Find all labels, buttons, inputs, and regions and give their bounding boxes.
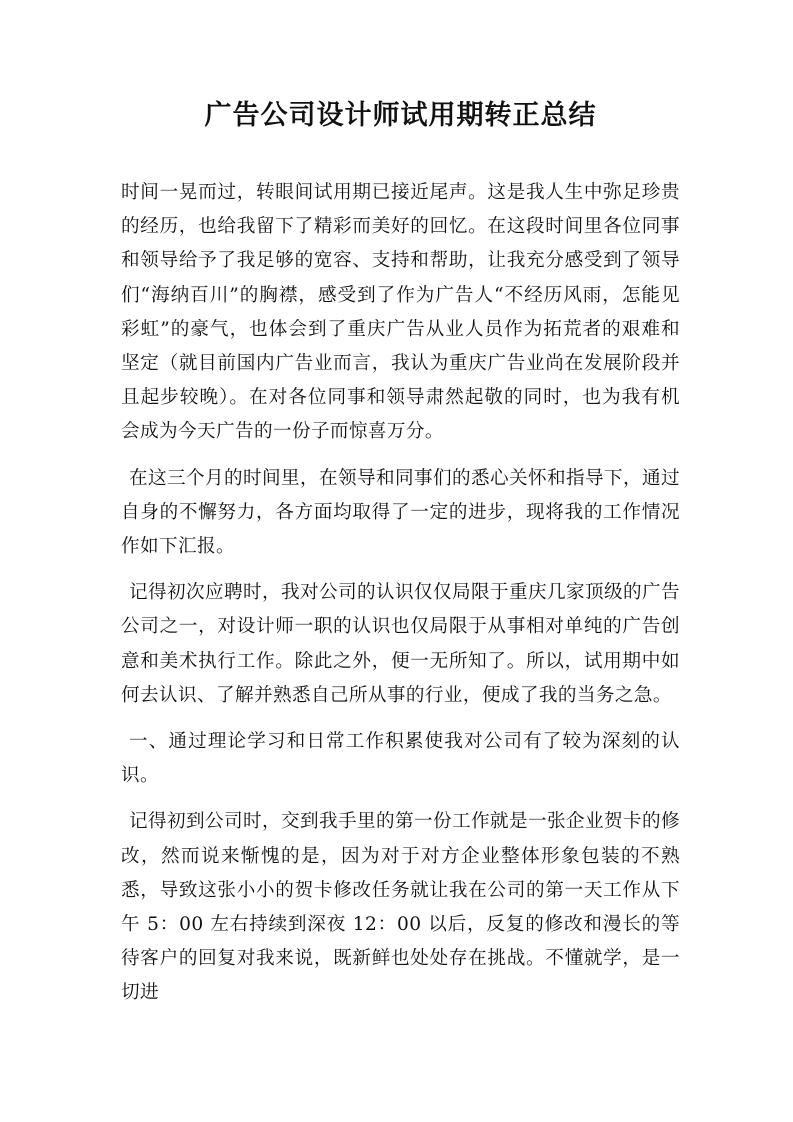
paragraph-first-task: 记得初到公司时，交到我手里的第一份工作就是一张企业贺卡的修改，然而说来惭愧的是，因为对于对方企业整体形象包装的不熟悉，导致这张小小的贺卡修改任务就让我在公司的第一天工作从下午 5：00 左右持续到深夜 12：00 以后，反复的修改和漫长的等待客户的回复对我来说，既新鲜也处处存在挑战。不懂就学，是一切进 bbox=[121, 811, 680, 1004]
section-heading-one: 一、通过理论学习和日常工作积累使我对公司有了较为深刻的认识。 bbox=[121, 731, 680, 787]
document-title: 广告公司设计师试用期转正总结 bbox=[204, 100, 597, 131]
paragraph-first-impression: 记得初次应聘时，我对公司的认识仅仅局限于重庆几家顶级的广告公司之一，对设计师一职的认识也仅局限于从事相对单纯的广告创意和美术执行工作。除此之外，便一无所知了。所以，试用期中如何去认识、了解并熟悉自己所从事的行业，便成了我的当务之急。 bbox=[121, 582, 680, 706]
paragraph-intro: 时间一晃而过，转眼间试用期已接近尾声。这是我人生中弥足珍贵的经历，也给我留下了精彩而美好的回忆。在这段时间里各位同事和领导给予了我足够的宽容、支持和帮助，让我充分感受到了领导们“海纳百川”的胸襟，感受到了作为广告人“不经历风雨，怎能见彩虹”的豪气，也体会到了重庆广告从业人员作为拓荒者的艰难和坚定（就目前国内广告业而言，我认为重庆广告业尚在发展阶段并且起步较晚）。在对各位同事和领导肃然起敬的同时，也为我有机会成为今天广告的一份子而惊喜万分。 bbox=[121, 182, 680, 443]
paragraph-report-intro: 在这三个月的时间里，在领导和同事们的悉心关怀和指导下，通过自身的不懈努力，各方面均取得了一定的进步，现将我的工作情况作如下汇报。 bbox=[121, 467, 680, 558]
